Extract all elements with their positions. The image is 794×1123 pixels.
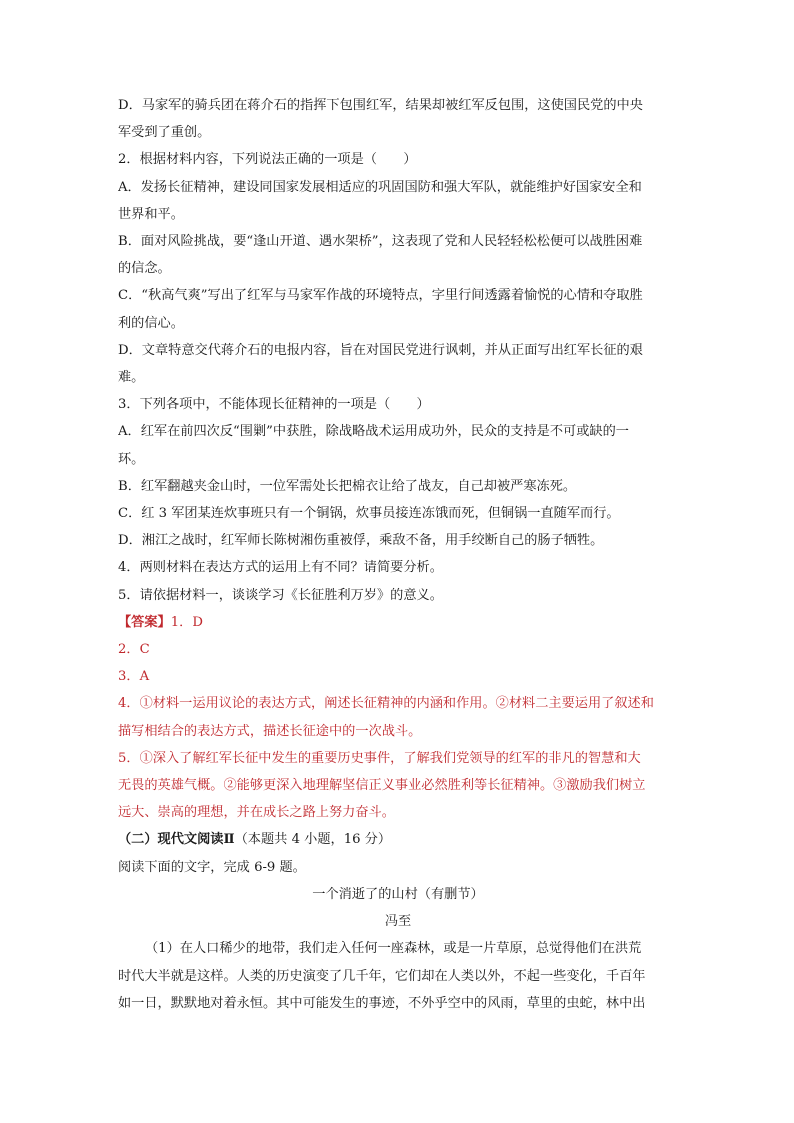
answer-5-line2: 无畏的英雄气概。②能够更深入地理解坚信正义事业必然胜利等长征精神。③激励我们树立	[118, 778, 646, 794]
answer-4-line2: 描写相结合的表达方式，描述长征途中的一次战斗。	[118, 723, 422, 739]
q2-option-b-line1: B．面对风险挑战，要“逢山开道、遇水架桥”，这表现了党和人民轻轻松松便可以战胜困难	[118, 234, 643, 250]
q2-option-c-line1: C．“秋高气爽”写出了红军与马家军作战的环境特点，字里行间透露着愉悦的心情和夺取胜	[118, 288, 643, 304]
q1-option-d-line2: 军受到了重创。	[118, 125, 211, 141]
article-p1-line2: 时代大半就是这样。人类的历史演变了几千年，它们却在人类以外，不起一些变化，千百年	[118, 968, 646, 984]
q3-option-c: C．红 3 军团某连炊事班只有一个铜锅，炊事员接连冻饿而死，但铜锅一直随军而行。	[118, 506, 620, 522]
q3-option-a-line2: 环。	[118, 451, 145, 467]
article-p1-line3: 如一日，默默地对着永恒。其中可能发生的事迹，不外乎空中的风雨，草里的虫蛇，林中出	[118, 995, 646, 1011]
q3-option-d: D．湘江之战时，红军师长陈树湘伤重被俘，乘敌不备，用手绞断自己的肠子牺牲。	[118, 533, 604, 549]
answer-5-line3: 远大、崇高的理想，并在成长之路上努力奋斗。	[118, 805, 395, 821]
answer-label: 【答案】	[118, 614, 171, 630]
q5: 5．请依据材料一，谈谈学习《长征胜利万岁》的意义。	[118, 587, 443, 603]
answer-line1	[118, 609, 678, 636]
q2-stem: 2．根据材料内容，下列说法正确的一项是（ ）	[118, 152, 417, 168]
article-author: 冯至	[384, 914, 412, 930]
q2-option-d-line2: 难。	[118, 370, 145, 386]
section-heading	[118, 826, 678, 853]
document-body	[118, 92, 678, 1017]
q1-option-d-line1: D．马家军的骑兵团在蒋介石的指挥下包围红军，结果却被红军反包围，这使国民党的中央	[118, 98, 643, 113]
q2-option-d-line1: D．文章特意交代蒋介石的电报内容，旨在对国民党进行讽刺，并从正面写出红军长征的艰	[118, 342, 643, 358]
q3-option-a-line1: A．红军在前四次反“围剿”中获胜，除战略战术运用成功外，民众的支持是不可或缺的一	[118, 424, 629, 440]
section-instruction: 阅读下面的文字，完成 6-9 题。	[118, 859, 306, 875]
q2-option-a-line2: 世界和平。	[118, 206, 184, 222]
q3-option-b: B．红军翻越夹金山时，一位军需处长把棉衣让给了战友，自己却被严寒冻死。	[118, 478, 577, 494]
section-note: （本题共 4 小题，16 分）	[234, 832, 392, 848]
answer-1: 1．D	[170, 614, 203, 630]
article-p1-line1: （1）在人口稀少的地带，我们走入任何一座森林，或是一片草原，总觉得他们在洪荒	[145, 941, 642, 957]
q4: 4．两则材料在表达方式的运用上有不同？请简要分析。	[118, 560, 443, 576]
q2-option-c-line2: 利的信心。	[118, 315, 184, 331]
answer-5-line1: 5．①深入了解红军长征中发生的重要历史事件，了解我们党领导的红军的非凡的智慧和大	[118, 750, 641, 766]
q3-stem: 3．下列各项中，不能体现长征精神的一项是（ ）	[118, 397, 430, 413]
q2-option-b-line2: 的信念。	[118, 261, 171, 277]
answer-2: 2．C	[118, 642, 150, 658]
section-title: （二）现代文阅读Ⅱ	[118, 832, 235, 848]
q2-option-a-line1: A．发扬长征精神，建设同国家发展相适应的巩固国防和强大军队，就能维护好国家安全和	[118, 179, 642, 195]
answer-3: 3．A	[118, 669, 150, 685]
article-title: 一个消逝了的山村（有删节）	[312, 886, 484, 902]
answer-4-line1: 4．①材料一运用议论的表达方式，阐述长征精神的内涵和作用。②材料二主要运用了叙述和	[118, 696, 654, 712]
